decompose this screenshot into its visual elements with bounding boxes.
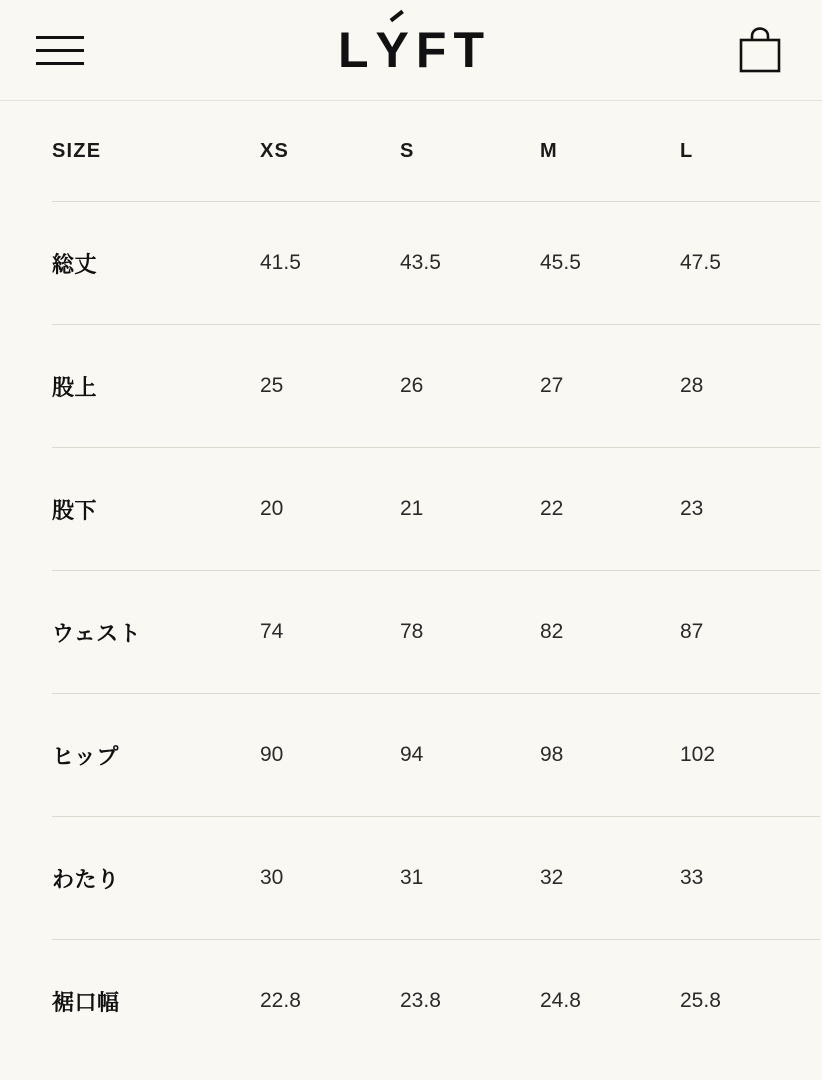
table-body	[52, 202, 820, 1063]
table-row	[52, 448, 820, 571]
column-header-m: M	[540, 139, 558, 162]
cell-value: 33	[680, 866, 704, 889]
brand-text-before: L	[338, 22, 376, 78]
cell-value: 28	[680, 374, 704, 397]
cell-value: 45.5	[540, 251, 581, 274]
cell-value: 20	[260, 497, 284, 520]
size-chart-container	[0, 101, 822, 1062]
cell-value: 30	[260, 866, 284, 889]
cell-value: 27	[540, 374, 564, 397]
hamburger-menu-icon[interactable]	[36, 30, 84, 70]
table-row	[52, 817, 820, 940]
hamburger-bar	[36, 62, 84, 65]
brand-text-after: FT	[415, 22, 491, 78]
cell-value: 78	[400, 620, 424, 643]
cell-value: 43.5	[400, 251, 441, 274]
cell-value: 25	[260, 374, 284, 397]
row-label: 総丈	[52, 251, 98, 277]
cell-value: 94	[400, 743, 424, 766]
column-header-s: S	[400, 139, 415, 162]
cell-value: 98	[540, 743, 564, 766]
table-header-row	[52, 101, 820, 202]
table-row	[52, 202, 820, 325]
cell-value: 82	[540, 620, 564, 643]
cart-icon[interactable]	[734, 24, 786, 76]
cell-value: 23.8	[400, 989, 441, 1012]
size-chart-table	[52, 101, 820, 1062]
cell-value: 47.5	[680, 251, 721, 274]
cell-value: 90	[260, 743, 284, 766]
row-label: ウェスト	[52, 620, 142, 646]
row-label: ヒップ	[52, 743, 119, 769]
cell-value: 41.5	[260, 251, 301, 274]
cell-value: 31	[400, 866, 424, 889]
row-label: 股下	[52, 497, 98, 523]
cell-value: 102	[680, 743, 716, 766]
table-header	[52, 101, 820, 202]
cart-bag-glyph	[739, 27, 781, 73]
cell-value: 74	[260, 620, 284, 643]
row-label: わたり	[52, 866, 120, 892]
table-row	[52, 325, 820, 448]
site-header	[0, 0, 822, 101]
table-row	[52, 571, 820, 694]
cell-value: 22.8	[260, 989, 301, 1012]
cell-value: 32	[540, 866, 564, 889]
cell-value: 26	[400, 374, 424, 397]
cell-value: 22	[540, 497, 564, 520]
row-label: 裾口幅	[52, 989, 120, 1015]
hamburger-bar	[36, 49, 84, 52]
cell-value: 23	[680, 497, 704, 520]
brand-logo[interactable]	[331, 22, 491, 78]
cell-value: 25.8	[680, 989, 721, 1012]
table-row	[52, 694, 820, 817]
cell-value: 21	[400, 497, 424, 520]
cell-value: 87	[680, 620, 704, 643]
column-header-xs: XS	[260, 139, 290, 162]
cell-value: 24.8	[540, 989, 581, 1012]
hamburger-bar	[36, 36, 84, 39]
column-header-size: SIZE	[52, 139, 102, 162]
brand-text-accent: Y	[375, 22, 416, 78]
table-row	[52, 940, 820, 1063]
row-label: 股上	[52, 374, 98, 400]
column-header-l: L	[680, 139, 694, 162]
